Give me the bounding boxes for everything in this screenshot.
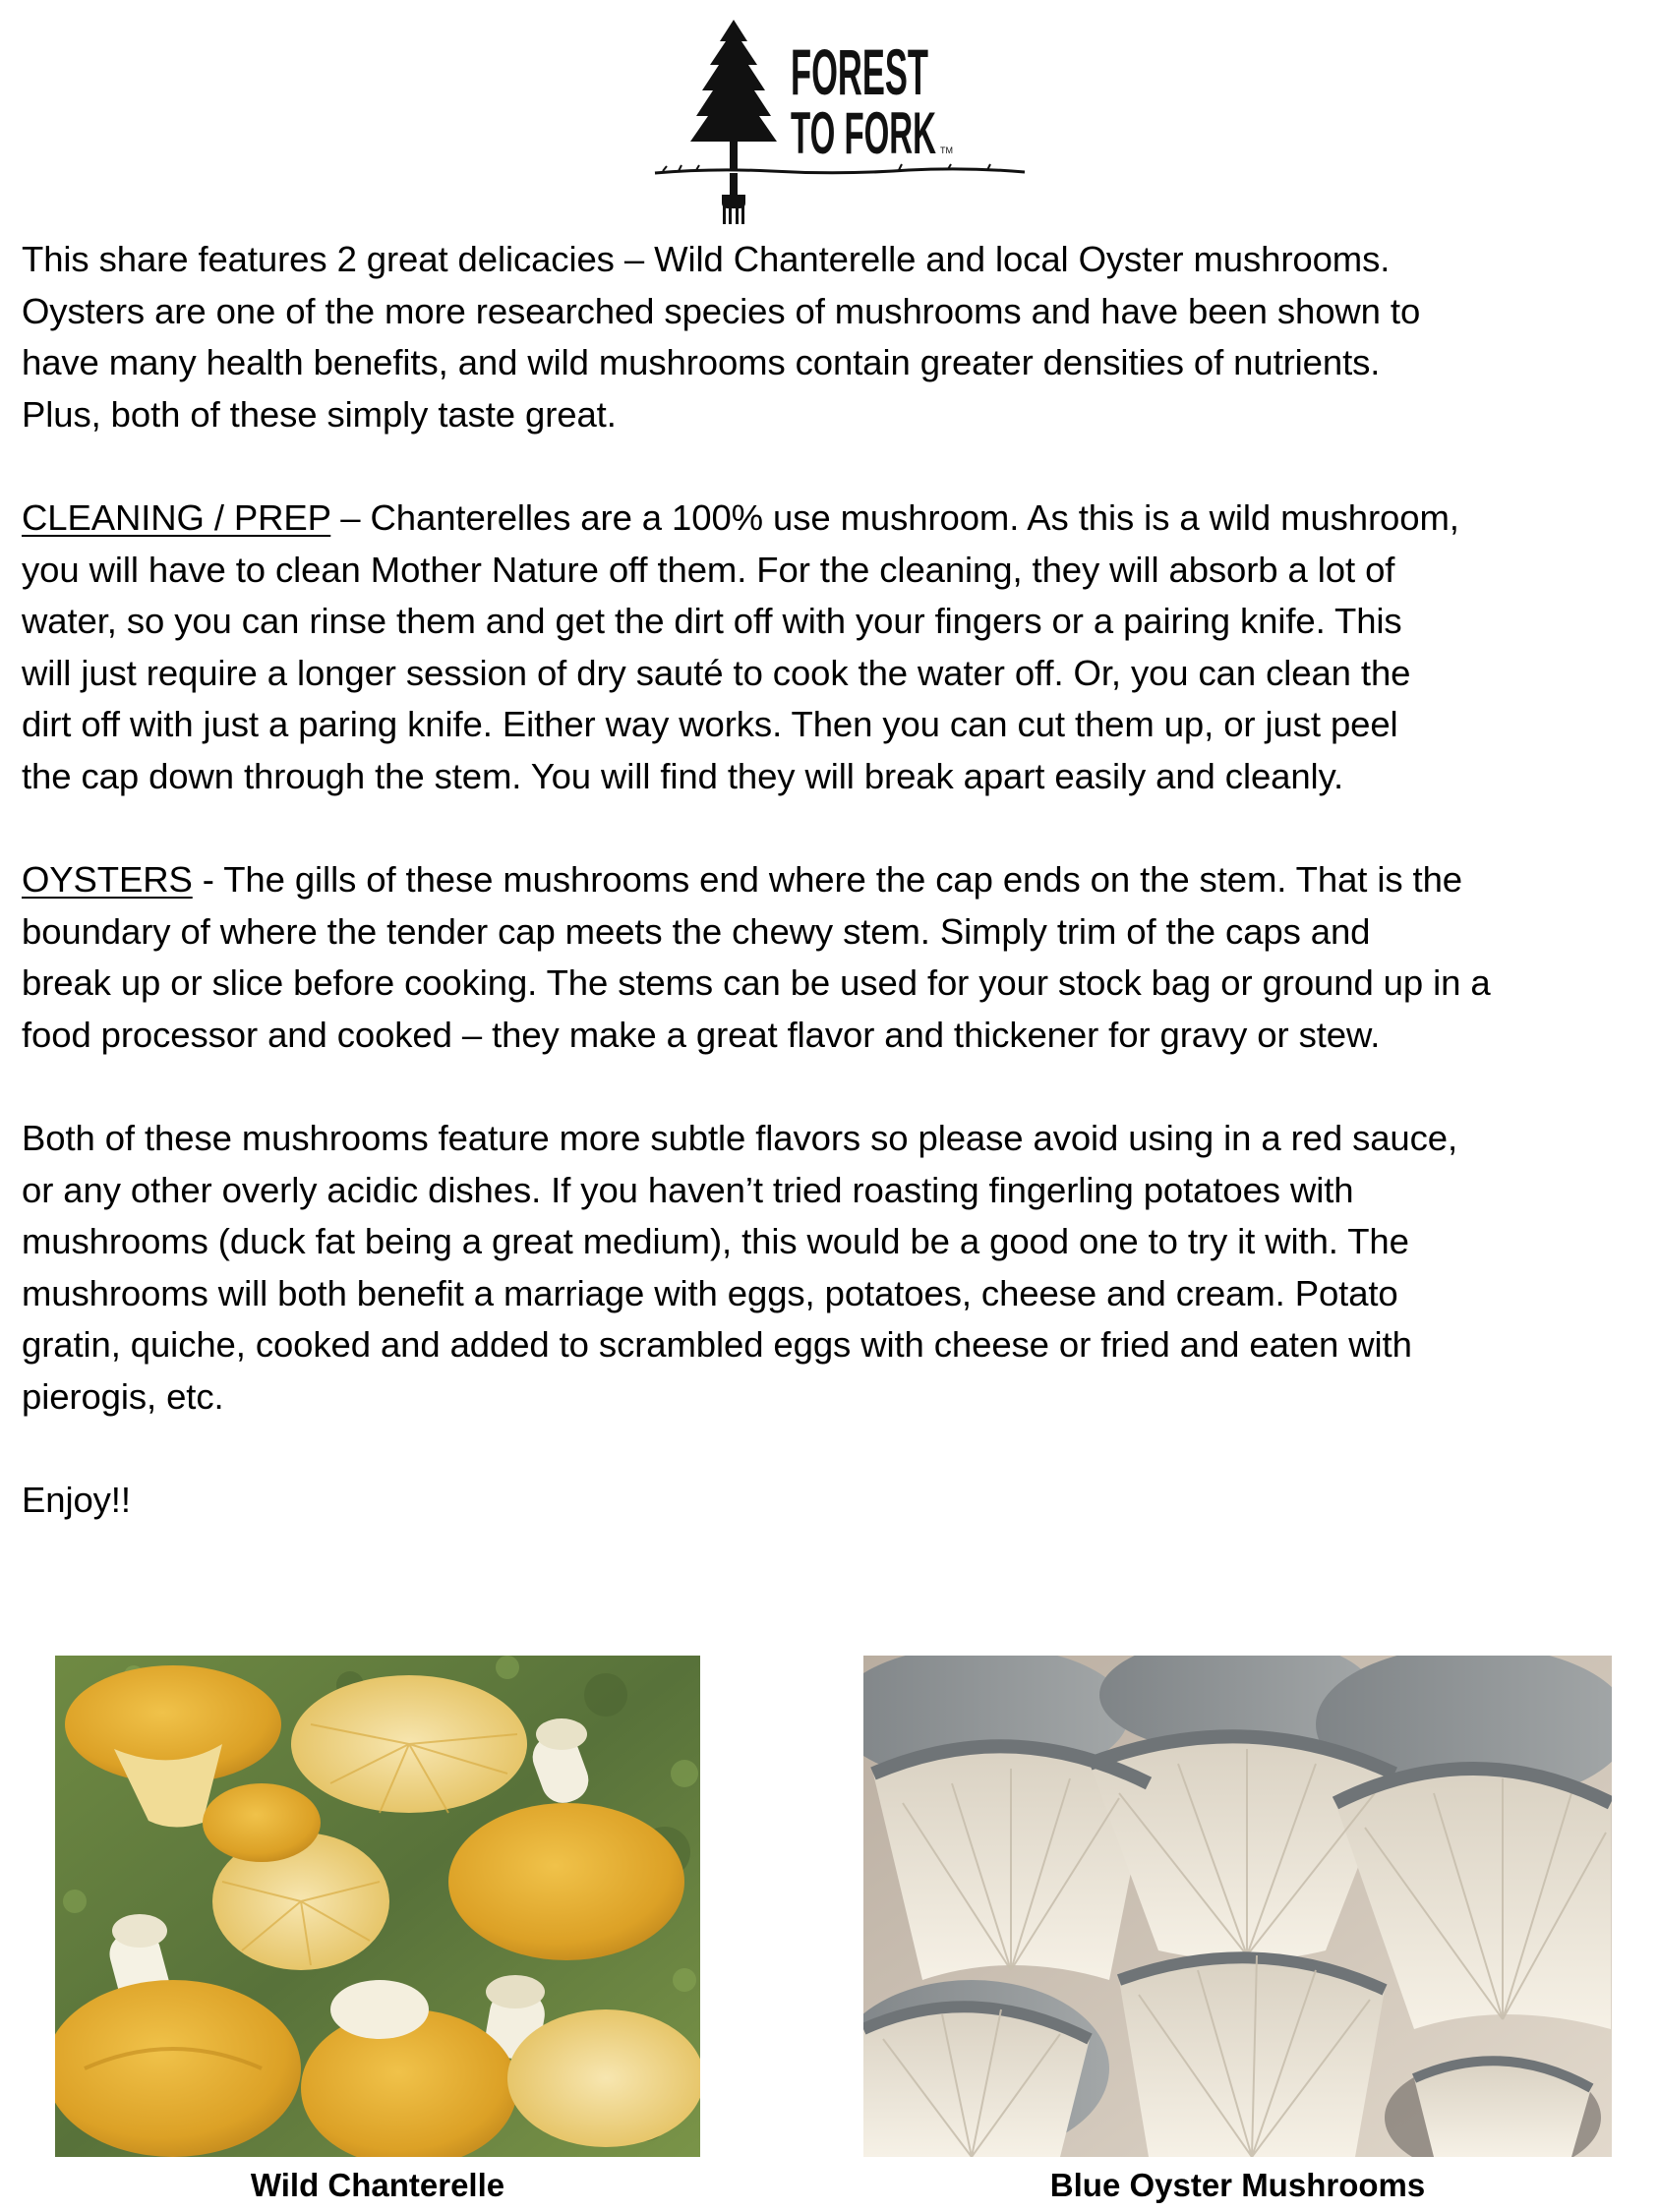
intro-paragraph: This share features 2 great delicacies – Wild Chanterelle and local Oyster mushrooms. Oysters are one of the more researched species of mushrooms and have been shown to have many health benefits, and wild mushrooms contain greater densities of nutrients. Plus, both of these simply taste great. — [22, 239, 1421, 435]
pairing-paragraph: Both of these mushrooms feature more subtle flavors so please avoid using in a red sauce, or any other overly acidic dishes. If you haven’t tried roasting fingerling potatoes with mushrooms (duck fat being a great medium), this would be a good one to try it with. The mushrooms will both benefit a marriage with eggs, potatoes, cheese and cream. Potato gratin, quiche, cooked and added to scrambled eggs with cheese or fried and eaten with pierogis, etc. — [22, 1118, 1458, 1418]
trademark-mark: TM — [940, 146, 953, 155]
cleaning-paragraph — [22, 493, 1654, 803]
oysters-heading: OYSTERS — [22, 859, 193, 901]
closing-line: Enjoy!! — [22, 1480, 131, 1521]
chanterelle-caption: Wild Chanterelle — [250, 2167, 505, 2203]
cleaning-text: – Chanterelles are a 100% use mushroom. As this is a wild mushroom, you will have to clean Mother Nature off them. For the cleaning, they will absorb a lot of water, so you can rinse them and get the dirt off with your fingers or a pairing knife. This will just require a longer session of dry sauté to cook the water off. Or, you can clean the dirt off with just a paring knife. Either way works. Then you can cut them up, or just peel the cap down through the stem. You will find they will break apart easily and cleanly. — [22, 496, 1459, 796]
pine-tree-fork-icon — [653, 18, 1027, 226]
forest-to-fork-logo — [653, 18, 1027, 226]
oyster-caption: Blue Oyster Mushrooms — [1049, 2167, 1426, 2203]
oysters-text: - The gills of these mushrooms end where the cap ends on the stem. That is the boundary of where the tender cap meets the chewy stem. Simply trim of the caps and break up or slice before cooking. The stems can be used for your stock bag or ground up in a food processor and cooked – they make a great flavor and thickener for gravy or stew. — [22, 859, 1491, 1055]
logo-text-forest: FOREST — [791, 35, 928, 108]
document-body — [22, 234, 1654, 1578]
oysters-paragraph — [22, 854, 1654, 1061]
logo-text-to-fork: TO FORK — [791, 100, 936, 166]
oyster-photo — [863, 1656, 1612, 2157]
chanterelle-photo — [55, 1656, 700, 2157]
cleaning-heading: CLEANING / PREP — [22, 496, 331, 538]
